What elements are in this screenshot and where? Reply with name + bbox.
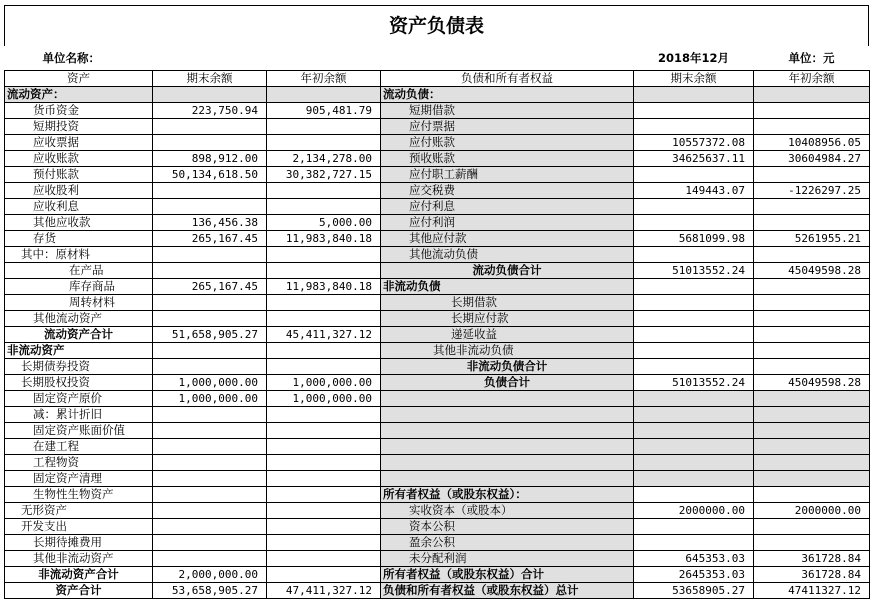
- asset-end-value: 51,658,905.27: [153, 327, 267, 343]
- liability-end-value: 2645353.03: [634, 567, 754, 583]
- liability-label: 长期应付款: [381, 311, 634, 327]
- asset-label: 流动资产合计: [5, 327, 153, 343]
- asset-end-value: 1,000,000.00: [153, 375, 267, 391]
- liability-end-value: 10557372.08: [634, 135, 754, 151]
- table-row: [5, 311, 870, 327]
- asset-begin-value: [267, 423, 381, 439]
- liability-label: 其他应付款: [381, 231, 634, 247]
- liability-label: [381, 391, 634, 407]
- asset-end-value: 50,134,618.50: [153, 167, 267, 183]
- table-row: [5, 119, 870, 135]
- table-row: [5, 183, 870, 199]
- asset-end-value: [153, 535, 267, 551]
- asset-label: 应收账款: [5, 151, 153, 167]
- liability-end-value: [634, 455, 754, 471]
- asset-end-value: [153, 247, 267, 263]
- currency-label: 单位：元: [788, 51, 835, 65]
- liability-label: 应付利润: [381, 215, 634, 231]
- liability-end-value: 34625637.11: [634, 151, 754, 167]
- liability-label: 负债和所有者权益（或股东权益）总计: [381, 583, 634, 599]
- asset-label: 非流动资产合计: [5, 567, 153, 583]
- liability-label: [381, 407, 634, 423]
- liability-label: 其他非流动负债: [381, 343, 634, 359]
- header-liab-end: 期末余额: [634, 71, 754, 87]
- asset-begin-value: [267, 519, 381, 535]
- asset-label: 周转材料: [5, 295, 153, 311]
- asset-label: 其中：原材料: [5, 247, 153, 263]
- asset-begin-value: [267, 311, 381, 327]
- liability-begin-value: -1226297.25: [754, 183, 870, 199]
- header-asset-begin: 年初余额: [267, 71, 381, 87]
- liability-end-value: [634, 311, 754, 327]
- liability-label: 预收账款: [381, 151, 634, 167]
- table-row: [5, 263, 870, 279]
- asset-end-value: 53,658,905.27: [153, 583, 267, 599]
- liability-begin-value: [754, 359, 870, 375]
- liability-label: 短期借款: [381, 103, 634, 119]
- liability-begin-value: [754, 279, 870, 295]
- balance-table: [4, 46, 870, 599]
- asset-end-value: [153, 199, 267, 215]
- asset-label: 非流动资产: [5, 343, 153, 359]
- table-row: [5, 199, 870, 215]
- liability-begin-value: 45049598.28: [754, 263, 870, 279]
- asset-begin-value: [267, 455, 381, 471]
- liability-begin-value: [754, 247, 870, 263]
- header-row: [5, 71, 870, 87]
- asset-begin-value: [267, 503, 381, 519]
- asset-begin-value: [267, 439, 381, 455]
- liability-end-value: 51013552.24: [634, 375, 754, 391]
- asset-label: 在建工程: [5, 439, 153, 455]
- liability-label: 长期借款: [381, 295, 634, 311]
- header-liab-begin: 年初余额: [754, 71, 870, 87]
- asset-label: 库存商品: [5, 279, 153, 295]
- asset-end-value: [153, 455, 267, 471]
- table-row: [5, 135, 870, 151]
- unit-name-label: 单位名称：: [42, 51, 100, 65]
- liability-end-value: [634, 279, 754, 295]
- header-asset-end: 期末余额: [153, 71, 267, 87]
- asset-label: 流动资产：: [5, 87, 153, 103]
- header-assets: 资产: [5, 71, 153, 87]
- liability-begin-value: 361728.84: [754, 567, 870, 583]
- asset-end-value: [153, 87, 267, 103]
- liability-begin-value: [754, 87, 870, 103]
- asset-label: 应收利息: [5, 199, 153, 215]
- table-row: [5, 423, 870, 439]
- liability-begin-value: 45049598.28: [754, 375, 870, 391]
- liability-label: 应付票据: [381, 119, 634, 135]
- asset-end-value: 1,000,000.00: [153, 391, 267, 407]
- asset-begin-value: [267, 359, 381, 375]
- liability-end-value: 149443.07: [634, 183, 754, 199]
- liability-end-value: [634, 487, 754, 503]
- liability-end-value: [634, 359, 754, 375]
- asset-label: 减：累计折旧: [5, 407, 153, 423]
- asset-end-value: [153, 343, 267, 359]
- liability-label: 应交税费: [381, 183, 634, 199]
- liability-end-value: [634, 471, 754, 487]
- table-row: [5, 359, 870, 375]
- table-row: [5, 503, 870, 519]
- asset-label: 固定资产原价: [5, 391, 153, 407]
- table-row: [5, 519, 870, 535]
- liability-end-value: 2000000.00: [634, 503, 754, 519]
- header-liabilities: 负债和所有者权益: [381, 71, 634, 87]
- table-row: [5, 279, 870, 295]
- liability-label: 非流动负债: [381, 279, 634, 295]
- asset-begin-value: [267, 87, 381, 103]
- liability-begin-value: 30604984.27: [754, 151, 870, 167]
- sheet-title: 资产负债表: [4, 5, 869, 46]
- liability-begin-value: [754, 455, 870, 471]
- liability-begin-value: [754, 471, 870, 487]
- asset-end-value: [153, 439, 267, 455]
- asset-label: 其他非流动资产: [5, 551, 153, 567]
- asset-begin-value: [267, 135, 381, 151]
- asset-label: 工程物资: [5, 455, 153, 471]
- liability-end-value: [634, 391, 754, 407]
- asset-end-value: 265,167.45: [153, 231, 267, 247]
- liability-begin-value: [754, 423, 870, 439]
- asset-begin-value: 5,000.00: [267, 215, 381, 231]
- liability-end-value: [634, 343, 754, 359]
- liability-begin-value: [754, 215, 870, 231]
- liability-label: 实收资本（或股本）: [381, 503, 634, 519]
- table-row: [5, 103, 870, 119]
- asset-end-value: [153, 359, 267, 375]
- liability-begin-value: [754, 199, 870, 215]
- asset-end-value: 223,750.94: [153, 103, 267, 119]
- asset-end-value: [153, 295, 267, 311]
- balance-sheet: [4, 5, 869, 599]
- asset-begin-value: [267, 535, 381, 551]
- asset-label: 预付账款: [5, 167, 153, 183]
- asset-label: 其他流动资产: [5, 311, 153, 327]
- table-row: [5, 327, 870, 343]
- liability-label: 所有者权益（或股东权益）：: [381, 487, 634, 503]
- asset-label: 应收股利: [5, 183, 153, 199]
- liability-end-value: [634, 215, 754, 231]
- liability-label: [381, 439, 634, 455]
- liability-begin-value: [754, 327, 870, 343]
- asset-begin-value: [267, 343, 381, 359]
- liability-end-value: [634, 327, 754, 343]
- liability-begin-value: [754, 343, 870, 359]
- asset-label: 生物性生物资产: [5, 487, 153, 503]
- liability-end-value: [634, 167, 754, 183]
- asset-begin-value: 30,382,727.15: [267, 167, 381, 183]
- liability-begin-value: [754, 407, 870, 423]
- table-row: [5, 343, 870, 359]
- asset-begin-value: 1,000,000.00: [267, 375, 381, 391]
- liability-label: [381, 471, 634, 487]
- asset-end-value: [153, 183, 267, 199]
- liability-end-value: 53658905.27: [634, 583, 754, 599]
- liability-label: 未分配利润: [381, 551, 634, 567]
- info-row: [5, 46, 870, 71]
- table-row: [5, 487, 870, 503]
- liability-label: 其他流动负债: [381, 247, 634, 263]
- table-row: [5, 167, 870, 183]
- liability-label: 流动负债合计: [381, 263, 634, 279]
- asset-begin-value: [267, 551, 381, 567]
- liability-label: 负债合计: [381, 375, 634, 391]
- asset-label: 货币资金: [5, 103, 153, 119]
- asset-begin-value: [267, 487, 381, 503]
- asset-end-value: 265,167.45: [153, 279, 267, 295]
- asset-begin-value: [267, 471, 381, 487]
- asset-label: 开发支出: [5, 519, 153, 535]
- asset-begin-value: [267, 119, 381, 135]
- liability-begin-value: [754, 519, 870, 535]
- asset-end-value: [153, 503, 267, 519]
- asset-label: 固定资产清理: [5, 471, 153, 487]
- asset-end-value: 2,000,000.00: [153, 567, 267, 583]
- asset-begin-value: 11,983,840.18: [267, 279, 381, 295]
- asset-label: 短期投资: [5, 119, 153, 135]
- asset-end-value: [153, 519, 267, 535]
- asset-begin-value: [267, 183, 381, 199]
- asset-begin-value: 1,000,000.00: [267, 391, 381, 407]
- asset-begin-value: 11,983,840.18: [267, 231, 381, 247]
- asset-end-value: [153, 119, 267, 135]
- liability-begin-value: 10408956.05: [754, 135, 870, 151]
- asset-begin-value: 2,134,278.00: [267, 151, 381, 167]
- liability-label: 流动负债：: [381, 87, 634, 103]
- table-row: [5, 247, 870, 263]
- liability-begin-value: [754, 535, 870, 551]
- liability-begin-value: [754, 487, 870, 503]
- asset-end-value: 136,456.38: [153, 215, 267, 231]
- asset-end-value: [153, 487, 267, 503]
- liability-end-value: 51013552.24: [634, 263, 754, 279]
- liability-end-value: [634, 295, 754, 311]
- liability-end-value: [634, 407, 754, 423]
- asset-begin-value: [267, 199, 381, 215]
- liability-begin-value: [754, 103, 870, 119]
- liability-begin-value: [754, 167, 870, 183]
- table-row: [5, 439, 870, 455]
- liability-label: 盈余公积: [381, 535, 634, 551]
- liability-end-value: [634, 423, 754, 439]
- asset-label: 其他应收款: [5, 215, 153, 231]
- table-row: [5, 535, 870, 551]
- asset-begin-value: [267, 407, 381, 423]
- asset-begin-value: [267, 263, 381, 279]
- liability-label: [381, 423, 634, 439]
- asset-begin-value: 905,481.79: [267, 103, 381, 119]
- liability-label: 应付利息: [381, 199, 634, 215]
- asset-end-value: [153, 423, 267, 439]
- table-row: [5, 583, 870, 599]
- table-row: [5, 231, 870, 247]
- liability-begin-value: [754, 311, 870, 327]
- asset-end-value: [153, 407, 267, 423]
- period-label: 2018年12月: [657, 51, 729, 65]
- liability-begin-value: 2000000.00: [754, 503, 870, 519]
- liability-end-value: 5681099.98: [634, 231, 754, 247]
- table-row: [5, 375, 870, 391]
- liability-label: 资本公积: [381, 519, 634, 535]
- asset-end-value: [153, 135, 267, 151]
- liability-end-value: [634, 535, 754, 551]
- liability-begin-value: 361728.84: [754, 551, 870, 567]
- liability-label: 递延收益: [381, 327, 634, 343]
- asset-label: 在产品: [5, 263, 153, 279]
- asset-label: 存货: [5, 231, 153, 247]
- liability-begin-value: 47411327.12: [754, 583, 870, 599]
- liability-begin-value: [754, 119, 870, 135]
- asset-label: 长期股权投资: [5, 375, 153, 391]
- liability-label: [381, 455, 634, 471]
- asset-begin-value: 47,411,327.12: [267, 583, 381, 599]
- liability-label: 应付账款: [381, 135, 634, 151]
- asset-end-value: [153, 311, 267, 327]
- table-row: [5, 295, 870, 311]
- liability-end-value: [634, 103, 754, 119]
- asset-label: 应收票据: [5, 135, 153, 151]
- liability-begin-value: [754, 295, 870, 311]
- asset-label: 无形资产: [5, 503, 153, 519]
- liability-end-value: 645353.03: [634, 551, 754, 567]
- table-row: [5, 407, 870, 423]
- asset-begin-value: [267, 567, 381, 583]
- asset-label: 固定资产账面价值: [5, 423, 153, 439]
- asset-begin-value: [267, 295, 381, 311]
- liability-label: 非流动负债合计: [381, 359, 634, 375]
- liability-end-value: [634, 119, 754, 135]
- table-row: [5, 87, 870, 103]
- asset-end-value: [153, 471, 267, 487]
- table-row: [5, 551, 870, 567]
- asset-end-value: 898,912.00: [153, 151, 267, 167]
- asset-end-value: [153, 263, 267, 279]
- table-row: [5, 151, 870, 167]
- liability-begin-value: [754, 439, 870, 455]
- liability-label: 所有者权益（或股东权益）合计: [381, 567, 634, 583]
- liability-end-value: [634, 439, 754, 455]
- table-row: [5, 567, 870, 583]
- liability-begin-value: 5261955.21: [754, 231, 870, 247]
- table-row: [5, 471, 870, 487]
- asset-label: 长期债券投资: [5, 359, 153, 375]
- liability-end-value: [634, 519, 754, 535]
- liability-end-value: [634, 87, 754, 103]
- liability-end-value: [634, 247, 754, 263]
- table-row: [5, 391, 870, 407]
- asset-begin-value: [267, 247, 381, 263]
- liability-label: 应付职工薪酬: [381, 167, 634, 183]
- liability-begin-value: [754, 391, 870, 407]
- liability-end-value: [634, 199, 754, 215]
- asset-begin-value: 45,411,327.12: [267, 327, 381, 343]
- table-row: [5, 215, 870, 231]
- asset-end-value: [153, 551, 267, 567]
- table-row: [5, 455, 870, 471]
- asset-label: 长期待摊费用: [5, 535, 153, 551]
- asset-label: 资产合计: [5, 583, 153, 599]
